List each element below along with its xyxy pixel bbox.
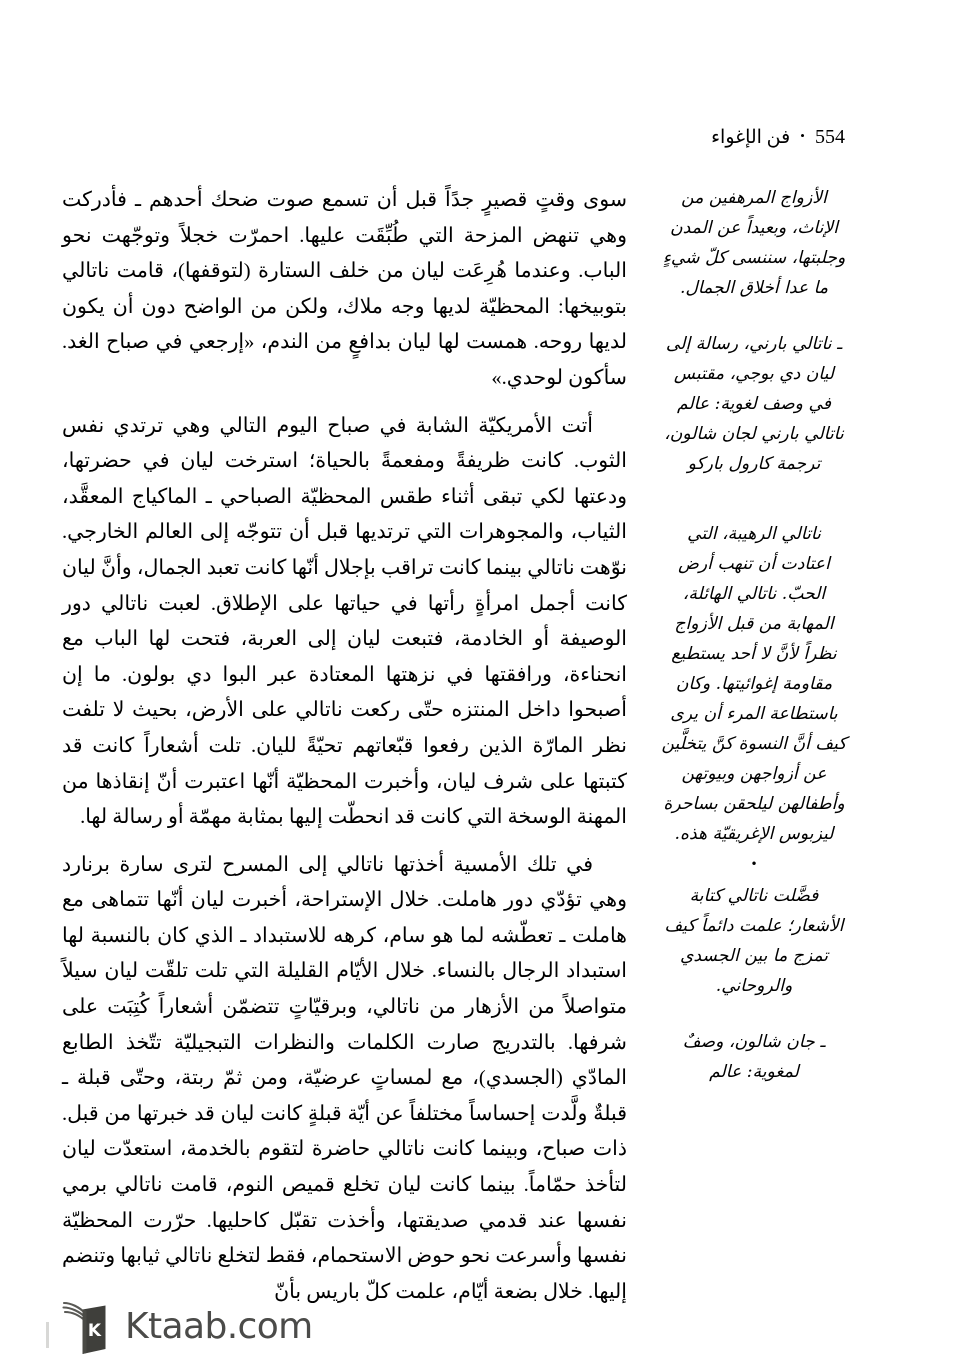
ktaab-logo-letter: K: [87, 1321, 102, 1341]
margin-note-attribution-2: ـ جان شالون، وصفٌ لمغوية: عالم: [682, 1032, 826, 1082]
margin-note-bullet-separator: [661, 849, 847, 881]
page-edge-sliver: [46, 1322, 49, 1348]
body-paragraph: سوى وقتٍ قصيرٍ جدًاً قبل أن تسمع صوت ضحك أحدهم ـ فأدركت وهي تنهض المزحة التي طُبِّقَت عليها. احمرّت خجلاً وتوجّهت نحو الباب. وعندما هُرِعَت ليان من خلف الستارة (لتوقفها)، قامت ناتالي بتوبيخها: المحظيّة لديها وجه ملاك، ولكن من الواضح دون أن يكون لديها روحه. همست لها ليان بدافعٍ من الندم، «إرجعي في صباح الغد. سأكون لوحدي.»: [62, 189, 627, 389]
margin-note-quote-1: الأزواج المرهفين من الإناث، وبعيداً عن المدن وجلبتها، سننسى كلّ شيءٍ ما عدا أخلاق الجمال.: [662, 188, 846, 298]
running-head-separator: •: [800, 128, 805, 143]
body-text-column: [62, 183, 627, 1303]
body-paragraph: أتت الأمريكيّة الشابة في صباح اليوم التالي وهي ترتدي نفس الثوب. كانت ظريفةً ومفعمةً بالحياة؛ استرخت ليان في حضرتها، ودعتها لكي تبقى أثناء طقس المحظيّة الصباحي ـ الماكياج المعقَّد، الثياب، والمجوهرات التي ترتديها قبل أن تتوجّه إلى العالم الخارجي. نوّهت ناتالي بينما كانت تراقب بإجلال أنّها كانت تعبد الجمال، وأنَّ ليان كانت أجمل امرأةٍ رأتها في حياتها على الإطلاق. لعبت ناتالي دور الوصيفة أو الخادمة، فتبعت ليان إلى العربة، فتحت لها الباب مع انحناءة، ورافقتها في نزهتها المعتادة عبر البوا دي بولون. ما إن أصبحوا داخل المنتزه حتّى ركعت ناتالي على الأرض، بحيث لا تلفت نظر المارّة الذين رفعوا قبّعاتهم تحيّةً لليان. تلت أشعاراً كانت قد كتبتها على شرف ليان، وأخبرت المحظيّة أنّها اعتبرت أنّ إنقاذها من المهنة الوسخة التي كانت قد انحطّت إليها بمثابة مهمّة أو رسالة لها.: [62, 414, 627, 829]
bullet-icon: •: [750, 857, 758, 871]
body-paragraph: في تلك الأمسية أخذتها ناتالي إلى المسرح لترى سارة برنارد وهي تؤدّي دور هاملت. خلال الإستراحة، أخبرت ليان أنّها تتماهى مع هاملت ـ تعطّشه لما هو سام، كرهه للاستبداد ـ الذي كان بالنسبة لها استبداد الرجال بالنساء. خلال الأيّام القليلة التي تلت تلقّت ليان سيلاً متواصلاً من الأزهار من ناتالي، وبرقيّاتٍ تتضمّن أشعاراً كُتِبَت على شرفها. بالتدريج صارت الكلمات والنظرات التبجيليّة تتّخذ الطابع المادّي (الجسدي)، مع لمساتٍ عرضيّة، ومن ثمّ ربتة، وحتّى قبلة ـ قبلةٌ ولَّدت إحساساً مختلفاً عن أيّة قبلةٍ كانت ليان قد خبرتها من قبل. ذات صباح، وبينما كانت ناتالي حاضرة لتقوم بالخدمة، استعدّت ليان لتأخذ حمّاماً. بينما كانت ليان تخلع قميص النوم، قامت ناتالي برمي نفسها عند قدمي صديقتها، وأخذت تقبّل كاحليها. حرّرت المحظيّة نفسها وأسرعت نحو حوض الاستحمام، فقط لتخلع ناتالي ثيابها وتنضم إليها. خلال بضعة أيّام، علمت كلّ باريس بأنّ: [62, 853, 627, 1303]
book-title: فن الإغواء: [711, 127, 791, 148]
ktaab-book-logo-icon: [60, 1298, 112, 1356]
margin-note-quote-2: ناتالي الرهيبة، التي اعتادت أن تنهب أرض الحبّ. ناتالي الهائلة، المهابة من قبل الأزواج نظراً لأنَّ لا أحد يستطيع مقاومة إغوائيتها. وكان باستطاعة المرء أن يرى كيف أنَّ النسوة كنَّ يتخلَّين عن أزواجهن وبيوتهن وأطفالهن ليلحقن بساحرة ليزبوس الإغريقيّة هذه.: [661, 524, 847, 844]
page-content: [62, 183, 847, 1303]
page-number: 554: [815, 126, 845, 148]
ktaab-brand-text: Ktaab.com: [125, 1306, 313, 1347]
margin-note-attribution-1: ـ ناتالي بارني، رسالة إلى ليان دي بوجي، مقتبس في وصف لغوية: عالم ناتالي بارني لجان شالون، ترجمة كارول باركو: [664, 334, 844, 474]
margin-notes-column: [661, 183, 847, 1220]
running-head: [110, 126, 845, 149]
margin-note-quote-3: فضَّلت ناتالي كتابة الأشعار؛ علمت دائماً كيف تمزج ما بين الجسدي والروحاني.: [664, 886, 844, 996]
site-watermark: [60, 1298, 313, 1356]
